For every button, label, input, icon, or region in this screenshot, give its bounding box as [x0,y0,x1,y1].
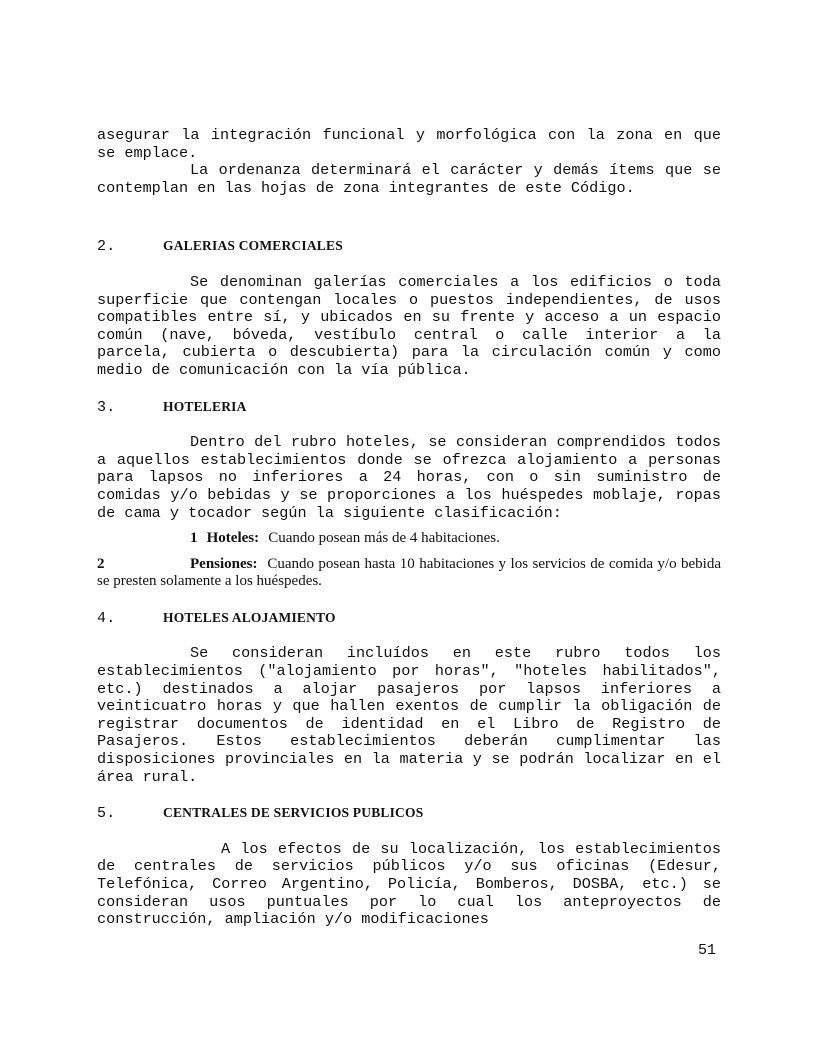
section-title: HOTELES ALOJAMIENTO [163,609,336,625]
section-number: 5. [97,805,116,823]
intro-paragraph-1: asegurar la integración funcional y morfológica con la zona en que se emplace. [97,126,721,162]
classification-item-pensiones [97,556,721,591]
item-description: Cuando posean hasta 10 habitaciones y los servicios de comida y/o bebida se presten solamente a los huéspedes. [97,555,722,590]
item-description: Cuando posean más de 4 habitaciones. [268,530,500,547]
item-number: 2 [97,555,105,572]
document-page [97,127,721,929]
section-number: 3. [97,398,116,416]
section-heading-hoteleria [97,398,721,417]
section-body-galerias: Se denominan galerías comerciales a los edificios o toda superficie que contengan locales o puestos independientes, de usos compatibles entre sí, y ubicados en su frente y acceso a un espacio común (nave, bóveda, vestíbulo central o calle interior a la parcela, cubierta o descubierta) para la circulación común y como medio de comunicación con la vía pública. [97,272,721,379]
section-title: GALERIAS COMERCIALES [163,238,343,254]
section-title: HOTELERIA [163,398,247,414]
section-heading-hoteles-alojamiento [97,609,721,628]
section-number: 4. [97,609,116,627]
item-term: Pensiones: [190,555,258,572]
section-title: CENTRALES DE SERVICIOS PUBLICOS [163,805,424,821]
section-heading-galerias [97,237,721,256]
page-number: 51 [698,942,717,959]
item-term: Hoteles: [206,530,260,547]
section-body-hoteles-alojamiento: Se consideran incluídos en este rubro todos los establecimientos ("alojamiento por horas", "hoteles habilitados", etc.) destinados a alojar pasajeros por lapsos inferiores a veinticuatro horas y que hallen exentos de cumplir la obligación de registrar documentos de identidad en el Libro de Registro de Pasajeros. Estos establecimientos deberán cumplimentar las disposiciones provinciales en la materia y se podrán localizar en el área rural. [97,644,721,786]
section-body-hoteleria: Dentro del rubro hoteles, se consideran comprendidos todos a aquellos establecimientos donde se ofrezca alojamiento a personas para lapsos no inferiores a 24 horas, con o sin suministro de comidas y/o bebidas y se proporciones a los huéspedes moblaje, ropas de cama y tocador según la siguiente clasificación: [97,433,721,522]
classification-item-hoteles [97,530,721,548]
section-body-centrales: A los efectos de su localización, los establecimientos de centrales de servicios públicos y/o sus oficinas (Edesur, Telefónica, Correo Argentino, Policía, Bomberos, DOSBA, etc.) se consideran usos puntuales por lo cual los anteproyectos de construcción, ampliación y/o modificaciones [97,839,721,929]
section-heading-centrales [97,804,721,823]
section-number: 2. [97,238,116,256]
item-number: 1 [190,530,198,547]
intro-paragraph-2: La ordenanza determinará el carácter y demás ítems que se contemplan en las hojas de zona integrantes de este Código. [97,161,721,197]
